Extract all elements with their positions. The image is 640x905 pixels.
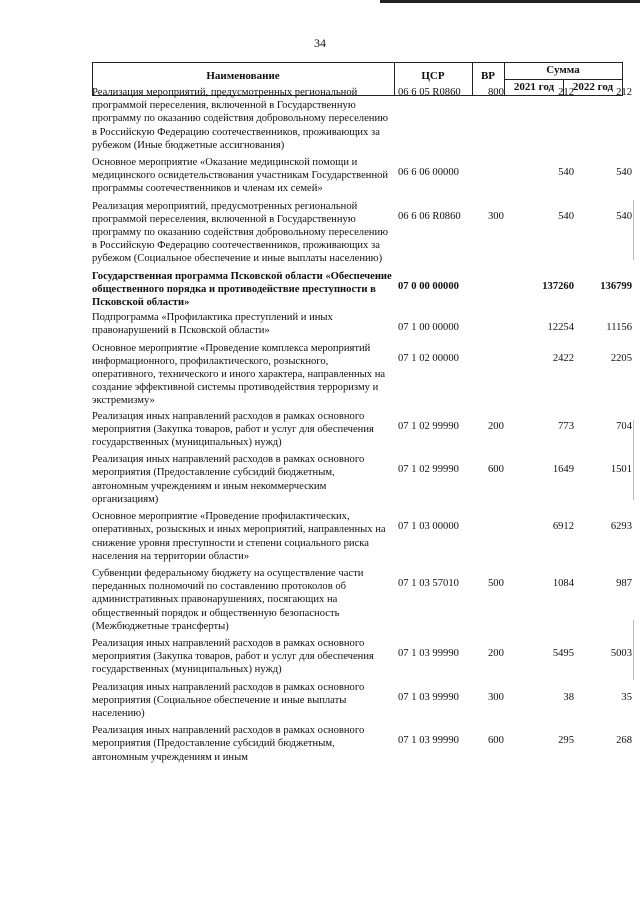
row-vr: 200 [488,647,504,659]
table-row [92,724,632,764]
row-vr [488,311,518,337]
row-csr: 07 1 00 00000 [398,322,459,334]
row-csr: 07 1 03 99990 [398,647,459,659]
row-sum-2021: 212 [558,87,574,98]
table-row [92,200,632,266]
row-vr: 600 [488,464,504,476]
row-vr: 500 [488,577,504,589]
row-sum-2021: 1649 [552,464,574,476]
row-name: Государственная программа Псковской области «Обеспечение общественного порядка и противодействие преступности в Псковской области» [92,270,392,309]
row-vr: 300 [488,210,504,222]
row-sum-2022: 268 [616,735,632,747]
row-vr: 200 [488,420,504,432]
row-csr: 07 1 03 00000 [398,521,459,533]
row-name: Основное мероприятие «Оказание медицинской помощи и медицинского освидетельствования участникам Государственной программы соотечественников и членам их семей» [92,157,389,195]
row-csr: 07 1 02 99990 [398,420,459,432]
header-name: Наименование [206,70,280,82]
row-csr: 07 1 03 99990 [398,735,459,747]
row-csr: 06 6 06 R0860 [398,210,461,222]
row-csr: 07 1 03 99990 [398,691,459,703]
header-csr: ЦСР [421,70,445,82]
header-vr: ВР [480,70,496,82]
row-sum-2021: 1084 [552,577,574,589]
row-sum-2021: 137260 [542,280,574,292]
row-name: Основное мероприятие «Проведение комплекса мероприятий информационного, профилактического, розыскного, оперативного, технического и иного характера, направленных на создание эффективной системы противодействия терроризму и экстремизму» [92,342,386,407]
row-name: Реализация иных направлений расходов в рамках основного мероприятия (Предоставление субсидий бюджетным, автономным учреждениям и иным [92,725,365,763]
row-sum-2022: 6293 [610,521,632,533]
table-row [92,270,632,310]
row-name: Субвенции федеральному бюджету на осуществление части переданных полномочий по составлению протоколов об административных правонарушениях, посягающих на общественный порядок и общественную безопасность (Межбюджетные трансферты) [92,567,364,632]
row-sum-2022: 1501 [610,464,632,476]
scan-edge-mark [633,420,634,500]
row-vr [488,270,518,310]
row-sum-2021: 540 [558,167,574,179]
row-vr [488,156,518,196]
row-csr: 07 0 00 00000 [398,280,459,292]
row-sum-2022: 704 [616,420,632,432]
header-sum: Сумма [546,64,580,76]
row-name: Реализация иных направлений расходов в рамках основного мероприятия (Предоставление субсидий бюджетным, автономным учреждениям и иным некоммерческим организациям) [92,454,365,505]
row-sum-2021: 6912 [552,521,574,533]
row-csr: 07 1 02 99990 [398,464,459,476]
row-name: Реализация мероприятий, предусмотренных региональной программой переселения, включенной в Государственную программу по оказанию содействия добровольному переселению в Российскую Федерацию соотечественников, проживающих за рубежом (Иные бюджетные ассигнования) [92,87,389,151]
row-vr: 300 [488,691,504,703]
row-vr [488,342,518,408]
row-vr: 800 [488,87,504,98]
table-row [92,637,632,677]
page-number: 34 [314,36,326,50]
table-row [92,86,632,152]
row-csr: 07 1 02 00000 [398,352,459,364]
row-sum-2021: 12254 [547,322,574,334]
row-sum-2022: 136799 [600,280,632,292]
scan-edge-mark [633,620,634,680]
table-row [92,311,632,337]
row-sum-2022: 212 [616,87,632,98]
scan-edge-mark [380,0,640,3]
row-name: Реализация иных направлений расходов в рамках основного мероприятия (Закупка товаров, работ и услуг для обеспечения государственных (муниципальных) нужд) [92,637,374,676]
table-row [92,453,632,506]
budget-table-body [92,86,632,764]
row-csr: 06 6 06 00000 [398,167,459,179]
row-sum-2021: 5495 [552,647,574,659]
row-sum-2021: 38 [563,691,574,703]
row-name: Основное мероприятие «Проведение профилактических, оперативных, розыскных и иных мероприятий, направленных на снижение уровня преступности и степени социального риска населения на территории области» [92,511,386,562]
table-row [92,510,632,563]
row-sum-2022: 2205 [610,352,632,364]
row-sum-2021: 295 [558,735,574,747]
header-year-2022: 2022 год [572,81,614,93]
row-vr [488,510,518,563]
row-csr: 06 6 05 R0860 [398,87,461,98]
header-top-border [92,62,622,63]
table-row [92,567,632,633]
table-row [92,681,632,721]
row-sum-2021: 773 [558,420,574,432]
scan-edge-mark [633,200,634,260]
row-csr: 07 1 03 57010 [398,577,459,589]
row-sum-2021: 540 [558,210,574,222]
row-sum-2022: 35 [621,691,632,703]
row-sum-2021: 2422 [552,352,574,364]
row-sum-2022: 540 [616,167,632,179]
table-row [92,342,632,408]
row-sum-2022: 540 [616,210,632,222]
row-name: Реализация иных направлений расходов в рамках основного мероприятия (Закупка товаров, работ и услуг для обеспечения государственных (муниципальных) нужд) [92,410,374,449]
header-year-2021: 2021 год [513,81,555,93]
row-sum-2022: 987 [616,577,632,589]
row-vr: 600 [488,735,504,747]
row-sum-2022: 11156 [606,322,632,334]
row-name: Подпрограмма «Профилактика преступлений и иных правонарушений в Псковской области» [92,312,333,337]
row-name: Реализация мероприятий, предусмотренных региональной программой переселения, включенной в Государственную программу по оказанию содействия добровольному переселению в Российскую Федерацию соотечественников, проживающих за рубежом (Социальное обеспечение и иные выплаты населению) [92,200,389,265]
table-row [92,156,632,196]
row-name: Реализация иных направлений расходов в рамках основного мероприятия (Социальное обеспечение и иные выплаты населению) [92,681,365,719]
row-sum-2022: 5003 [610,647,632,659]
table-row [92,410,632,450]
